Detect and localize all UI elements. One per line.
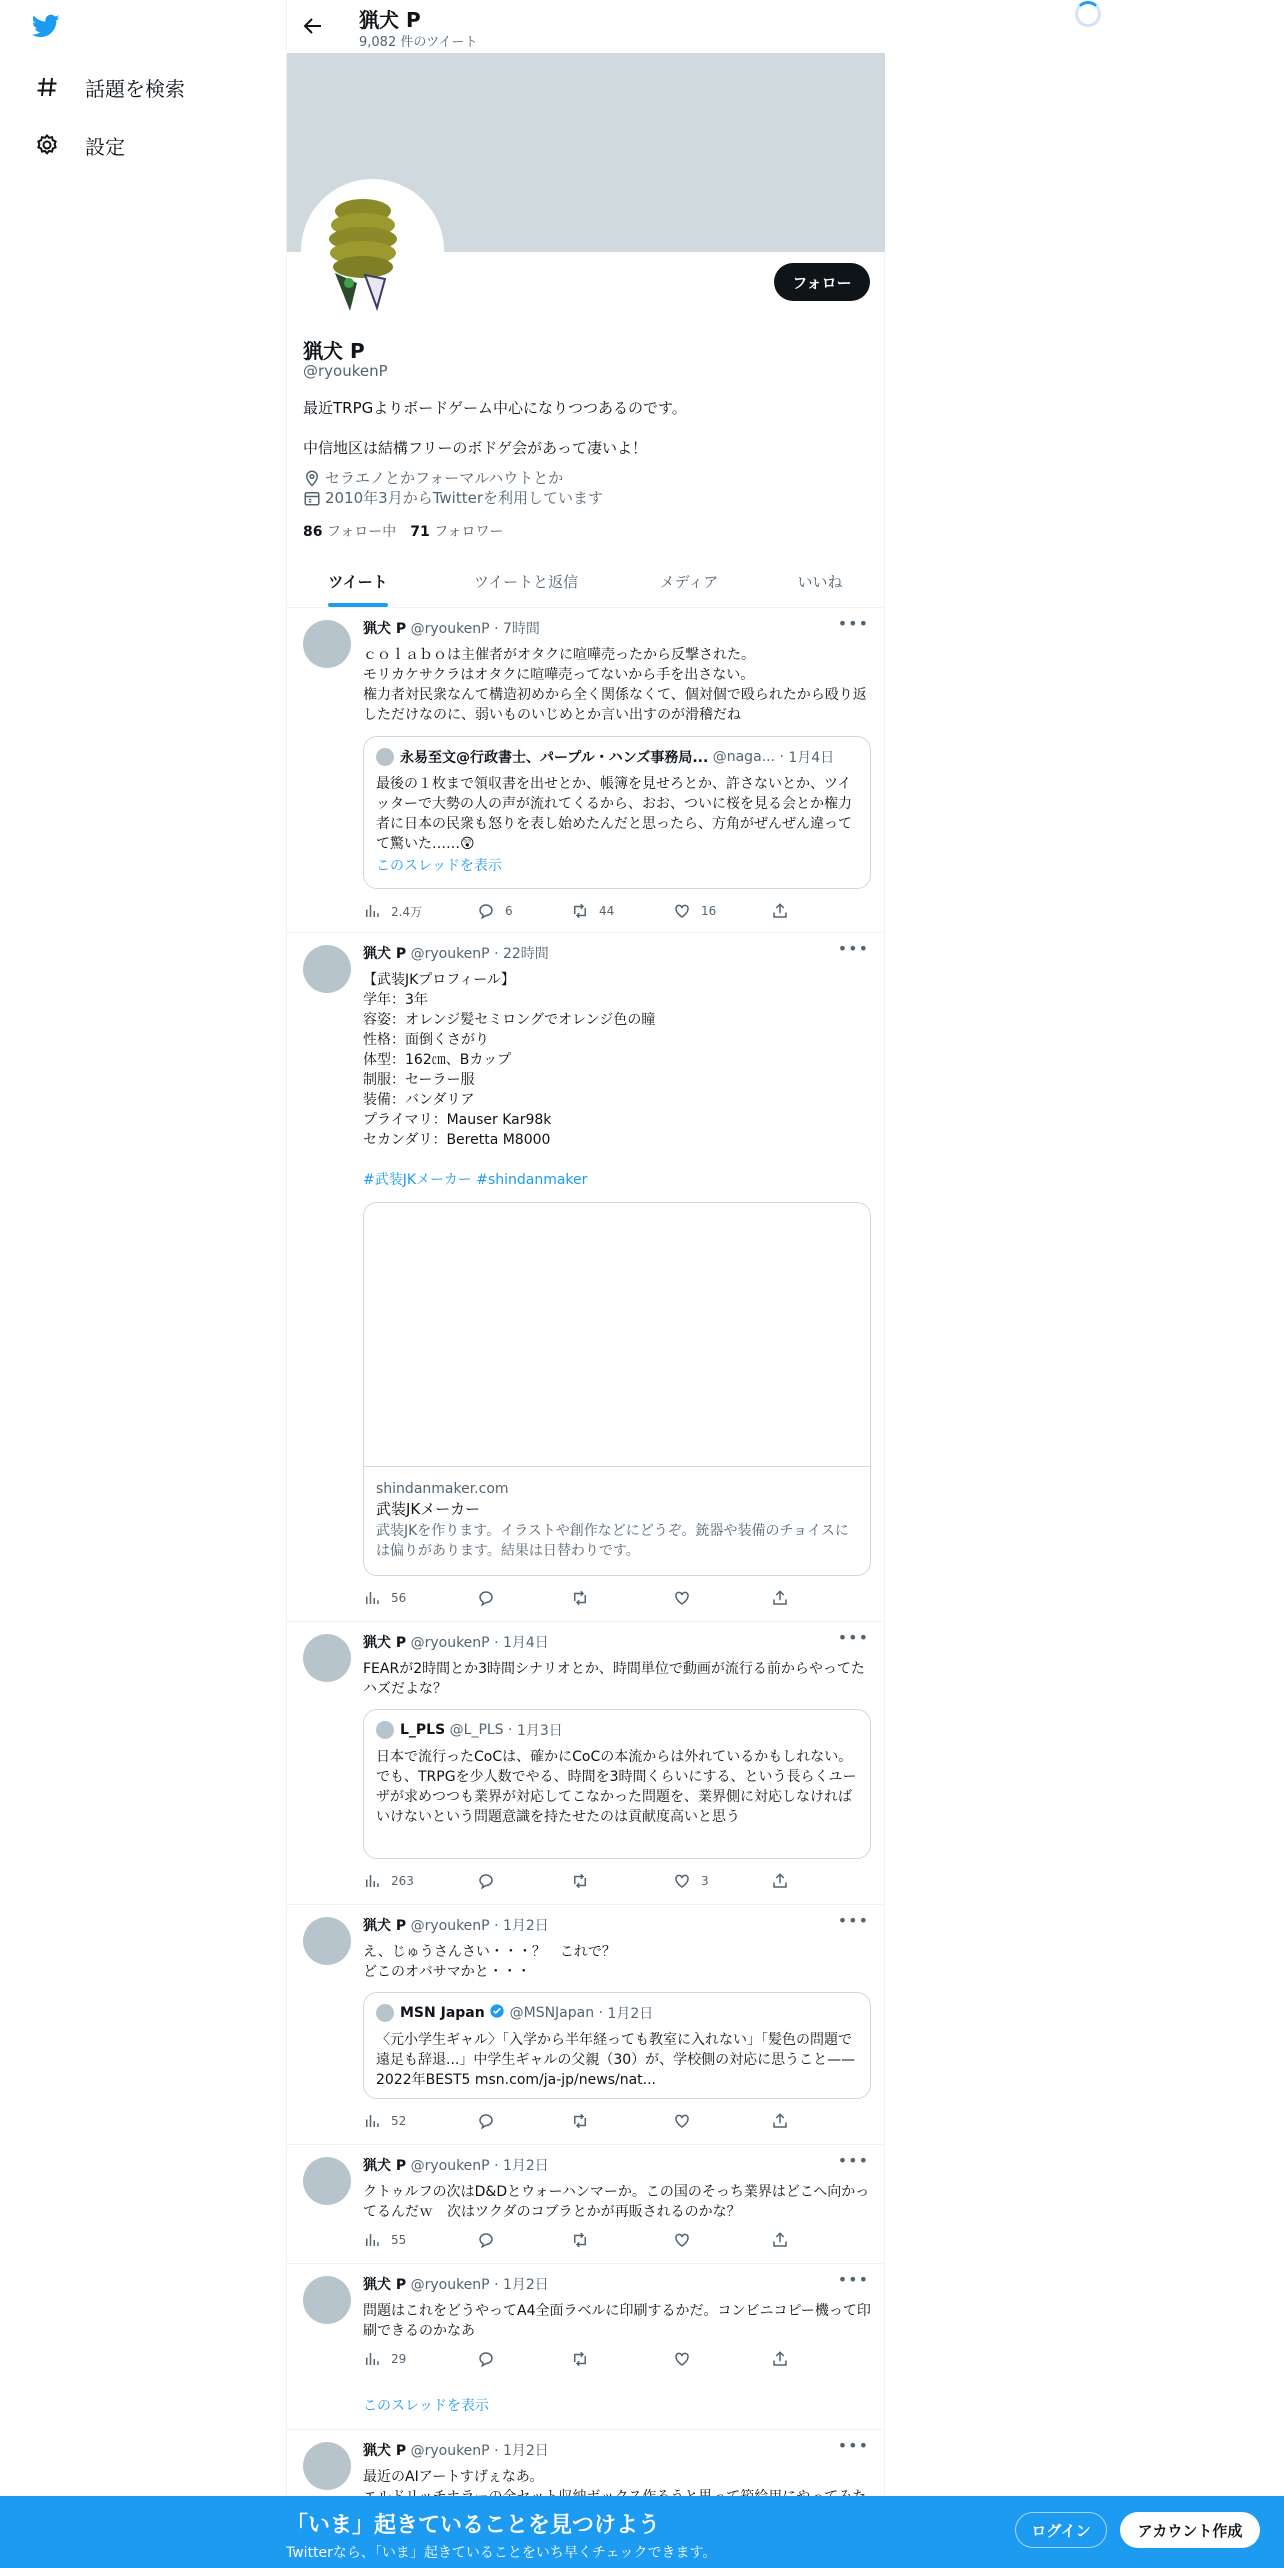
like-button[interactable] — [673, 2231, 701, 2249]
views-chart-icon — [363, 1872, 381, 1890]
location-text: セラエノとかフォーマルハウトとか — [325, 469, 564, 487]
reply-button[interactable] — [477, 2112, 505, 2130]
like-button[interactable] — [673, 2350, 701, 2368]
tweet-text: 最近のAIアートすげぇなあ。 — [363, 2469, 544, 2485]
more-options-icon[interactable]: ••• — [837, 2436, 869, 2455]
tweet-header: 猟犬 P @ryoukenP · 22時間 — [363, 946, 549, 962]
show-thread-link[interactable]: このスレッドを表示 — [376, 858, 502, 874]
like-button[interactable] — [673, 1872, 709, 1890]
active-tab-indicator — [328, 603, 388, 607]
share-button[interactable] — [771, 1872, 799, 1890]
tweet-time[interactable]: 7時間 — [502, 621, 540, 637]
reply-count: 6 — [505, 904, 513, 918]
avatar[interactable] — [303, 2157, 351, 2205]
share-icon — [771, 2231, 789, 2249]
quoted-tweet[interactable] — [363, 1709, 871, 1859]
tweet[interactable] — [287, 608, 885, 933]
retweet-icon — [571, 2112, 589, 2130]
tab-tweets[interactable]: ツイート — [328, 573, 388, 591]
link-card-description: 武装JKを作ります。イラストや創作などにどうぞ。銃器や装備のチョイスには偏りがあります。結果は日替わりです。 — [376, 1523, 849, 1559]
share-icon — [771, 1872, 789, 1890]
link-card-image — [364, 1203, 871, 1467]
tweet-time[interactable]: 1月2日 — [502, 1918, 549, 1934]
reply-bubble-icon — [477, 1872, 495, 1890]
nav-item-explore[interactable] — [33, 59, 185, 115]
tab-likes[interactable]: いいね — [797, 573, 843, 591]
heart-icon — [673, 1872, 691, 1890]
tweet-author-name[interactable]: 猟犬 P — [363, 2277, 407, 2293]
share-button[interactable] — [771, 2231, 799, 2249]
tweet-actions — [363, 2350, 803, 2370]
retweet-button[interactable] — [571, 2350, 599, 2368]
profile-bio-line: 中信地区は結構フリーのボドゲ会があって凄いよ！ — [303, 439, 647, 457]
avatar — [376, 748, 394, 766]
heart-icon — [673, 1589, 691, 1607]
tweet-header: 猟犬 P @ryoukenP · 1月2日 — [363, 1918, 549, 1934]
more-options-icon[interactable]: ••• — [837, 2270, 869, 2289]
views-count: 263 — [391, 1874, 414, 1888]
avatar — [376, 2004, 394, 2022]
tweet-actions — [363, 2231, 803, 2251]
tab-media[interactable]: メディア — [659, 573, 719, 591]
tweet-author-handle[interactable]: @ryoukenP — [410, 2158, 490, 2174]
left-navigation — [0, 0, 286, 2568]
share-button[interactable] — [771, 2350, 799, 2368]
profile-name: 猟犬 P — [303, 339, 365, 363]
avatar[interactable] — [303, 620, 351, 668]
profile-location — [303, 467, 563, 488]
views-chart-icon — [363, 2350, 381, 2368]
views-button[interactable] — [363, 2350, 406, 2368]
avatar-image — [305, 183, 440, 318]
retweet-button[interactable] — [571, 2112, 599, 2130]
retweet-button[interactable] — [571, 1872, 599, 1890]
profile-avatar[interactable] — [301, 179, 444, 322]
tweet-header: 猟犬 P @ryoukenP · 1月2日 — [363, 2277, 549, 2293]
heart-icon — [673, 2231, 691, 2249]
tweet-text: え、じゅうさんさい・・・？ これで？ どこのオバサマかと・・・ — [363, 1944, 616, 1980]
tweet-hashtags[interactable]: #武装JKメーカー #shindanmaker — [363, 1172, 588, 1188]
tweet-header: 猟犬 P @ryoukenP · 7時間 — [363, 621, 540, 637]
tweet-time[interactable]: 1月2日 — [502, 2443, 549, 2459]
reply-bubble-icon — [477, 902, 495, 920]
tweet-header: 猟犬 P @ryoukenP · 1月2日 — [363, 2443, 549, 2459]
share-icon — [771, 2112, 789, 2130]
tweet-actions — [363, 902, 803, 922]
signup-banner-title: 「いま」起きていることを見つけよう — [286, 2513, 661, 2538]
retweet-button[interactable] — [571, 1589, 599, 1607]
like-button[interactable] — [673, 1589, 701, 1607]
more-options-icon[interactable]: ••• — [837, 1628, 869, 1647]
tweet-time[interactable]: 1月4日 — [502, 1635, 549, 1651]
back-arrow-icon[interactable] — [301, 14, 325, 38]
more-options-icon[interactable]: ••• — [837, 939, 869, 958]
signup-button[interactable]: アカウント作成 — [1120, 2512, 1260, 2548]
quoted-time: 1月2日 — [607, 2006, 654, 2022]
retweet-button[interactable] — [571, 2231, 599, 2249]
followers-label: フォロワー — [434, 524, 504, 540]
views-count: 2.4万 — [391, 904, 423, 919]
tweet-text: 【武装JKプロフィール】 学年：3年 容姿：オレンジ髪セミロングでオレンジ色の瞳 性格：面倒くさがり 体型：162㎝、Bカップ 制服：セーラー服 装備：バンダリア プライマリ：Mauser Kar98k セカンダリ：Beretta M8000 — [363, 972, 656, 1148]
tweet-header: 猟犬 P @ryoukenP · 1月4日 — [363, 1635, 549, 1651]
avatar[interactable] — [303, 2276, 351, 2324]
top-header — [287, 0, 885, 53]
avatar[interactable] — [303, 2442, 351, 2490]
tweet-author-handle[interactable]: @ryoukenP — [410, 946, 490, 962]
views-button[interactable] — [363, 1589, 406, 1607]
login-button[interactable]: ログイン — [1015, 2512, 1107, 2548]
more-options-icon[interactable]: ••• — [837, 2151, 869, 2170]
like-button[interactable] — [673, 2112, 701, 2130]
views-count: 52 — [391, 2114, 407, 2128]
followers-link[interactable] — [410, 524, 503, 540]
tweet-actions — [363, 1589, 803, 1609]
tweet-author-handle[interactable]: @ryoukenP — [410, 1918, 490, 1934]
heart-icon — [673, 2112, 691, 2130]
reply-button[interactable] — [477, 902, 513, 920]
follow-button[interactable]: フォロー — [774, 263, 870, 301]
tweet-text: ｃｏｌａｂｏは主催者がオタクに喧嘩売ったから反撃された。 モリカケサクラはオタクに喧嘩売ってないから手を出さない。 権力者対民衆なんて構造初めから全く関係なくて、個対個で殴られたから殴り返しただけなのに、弱いものいじめとか言い出すのが滑稽だね — [363, 647, 867, 723]
gear-icon — [33, 131, 61, 159]
avatar[interactable] — [303, 1917, 351, 1965]
quoted-author-handle: @L_PLS — [449, 1722, 504, 1738]
avatar — [376, 1721, 394, 1739]
tweet-text: クトゥルフの次はD&Dとウォーハンマーか。この国のそっち業界はどこへ向かってるんだｗ 次はツクダのコブラとかが再販されるのかな？ — [363, 2184, 870, 2220]
share-button[interactable] — [771, 1589, 799, 1607]
tweet[interactable] — [287, 2145, 885, 2264]
profile-handle: @ryoukenP — [303, 362, 388, 380]
tweet-actions — [363, 1872, 803, 1892]
share-icon — [771, 2350, 789, 2368]
header-tweet-count: 9,082 件のツイート — [359, 35, 478, 50]
retweet-button[interactable] — [571, 902, 614, 920]
tweet-author-name[interactable]: 猟犬 P — [363, 2443, 407, 2459]
retweet-icon — [571, 1589, 589, 1607]
tweet-time[interactable]: 1月2日 — [502, 2158, 549, 2174]
heart-icon — [673, 2350, 691, 2368]
retweet-icon — [571, 2350, 589, 2368]
calendar-icon — [303, 489, 321, 507]
views-count: 55 — [391, 2233, 407, 2247]
profile-tabs — [287, 555, 885, 608]
tweet-time[interactable]: 22時間 — [502, 946, 549, 962]
loading-spinner-icon — [1075, 1, 1101, 27]
link-card-title: 武装JKメーカー — [376, 1500, 480, 1518]
views-chart-icon — [363, 902, 381, 920]
retweet-icon — [571, 2231, 589, 2249]
link-card[interactable] — [363, 1202, 871, 1576]
retweet-count: 44 — [599, 904, 615, 918]
tweet-author-name[interactable]: 猟犬 P — [363, 621, 407, 637]
nav-item-settings[interactable] — [33, 117, 125, 173]
reply-button[interactable] — [477, 2350, 505, 2368]
tweet[interactable] — [287, 933, 885, 1622]
like-count: 3 — [701, 1874, 709, 1888]
reply-bubble-icon — [477, 2112, 495, 2130]
views-count: 56 — [391, 1591, 407, 1605]
avatar[interactable] — [303, 945, 351, 993]
followers-count: 71 — [410, 524, 430, 540]
views-chart-icon — [363, 1589, 381, 1607]
tweet[interactable] — [287, 1905, 885, 2145]
profile-join-date — [303, 487, 603, 508]
reply-bubble-icon — [477, 1589, 495, 1607]
share-icon — [771, 902, 789, 920]
profile-column — [286, 0, 885, 2568]
quoted-tweet-text: 日本で流行ったCoCは、確かにCoCの本流からは外れているかもしれない。でも、TRPGを少人数でやる、時間を3時間くらいにする、という長らくユーザが求めつつも業界が対応してこなかった問題を、業界側に対応しなければいけないという問題意識を持たせたのは貢献度高いと思う — [376, 1749, 857, 1825]
signup-banner — [0, 2496, 1284, 2568]
tweet-text: 問題はこれをどうやってA4全面ラベルに印刷するかだ。コンビニコピー機って印刷できるのかなあ — [363, 2303, 871, 2339]
tweet-author-handle[interactable]: @ryoukenP — [410, 1635, 490, 1651]
reply-bubble-icon — [477, 2350, 495, 2368]
tweet[interactable] — [287, 1622, 885, 1905]
views-chart-icon — [363, 2231, 381, 2249]
heart-icon — [673, 902, 691, 920]
join-date-text: 2010年3月からTwitterを利用しています — [325, 489, 603, 507]
views-button[interactable] — [363, 2231, 406, 2249]
quoted-author-name: 永易至文@行政書士、パープル・ハンズ事務局... — [400, 750, 709, 766]
tweet-time[interactable]: 1月2日 — [502, 2277, 549, 2293]
tweet[interactable] — [287, 2264, 885, 2430]
tweet-actions — [363, 2112, 803, 2132]
reply-button[interactable] — [477, 1872, 505, 1890]
quoted-tweet[interactable] — [363, 736, 871, 889]
share-button[interactable] — [771, 902, 799, 920]
reply-bubble-icon — [477, 2231, 495, 2249]
quoted-author-name: MSN Japan — [400, 2005, 485, 2021]
views-button[interactable] — [363, 2112, 406, 2130]
views-button[interactable] — [363, 1872, 414, 1890]
profile-follow-stats — [303, 521, 504, 541]
quoted-time: 1月4日 — [788, 750, 835, 766]
tweet-author-name[interactable]: 猟犬 P — [363, 1918, 407, 1934]
nav-item-label: 設定 — [85, 134, 125, 159]
like-button[interactable] — [673, 902, 716, 920]
quoted-author-handle: @MSNJapan — [509, 2005, 595, 2021]
quoted-tweet-header: L_PLS @L_PLS · 1月3日 — [376, 1720, 860, 1740]
quoted-tweet-header: 永易至文@行政書士、パープル・ハンズ事務局... @naga... · 1月4日 — [376, 747, 860, 767]
reply-button[interactable] — [477, 2231, 505, 2249]
tweet-author-handle[interactable]: @ryoukenP — [410, 2277, 490, 2293]
following-label: フォロー中 — [326, 524, 397, 540]
tweet-header: 猟犬 P @ryoukenP · 1月2日 — [363, 2158, 549, 2174]
nav-item-label: 話題を検索 — [85, 76, 185, 101]
tweet-author-name[interactable]: 猟犬 P — [363, 1635, 407, 1651]
views-count: 29 — [391, 2352, 407, 2366]
quoted-tweet[interactable] — [363, 1992, 871, 2099]
more-options-icon[interactable]: ••• — [837, 614, 869, 633]
views-button[interactable] — [363, 902, 422, 920]
link-card-domain: shindanmaker.com — [376, 1481, 509, 1497]
share-button[interactable] — [771, 2112, 799, 2130]
tweet-author-name[interactable]: 猟犬 P — [363, 946, 407, 962]
retweet-icon — [571, 902, 589, 920]
verified-badge-icon — [489, 2003, 505, 2023]
following-count: 86 — [303, 524, 323, 540]
header-name: 猟犬 P — [359, 8, 421, 32]
show-thread-link[interactable]: このスレッドを表示 — [363, 2398, 489, 2414]
like-count: 16 — [701, 904, 717, 918]
quoted-tweet-header: MSN Japan @MSNJapan · 1月2日 — [376, 2003, 860, 2023]
tweet-author-name[interactable]: 猟犬 P — [363, 2158, 407, 2174]
quoted-tweet-text: 最後の１枚まで領収書を出せとか、帳簿を見せろとか、許さないとか、ツイッターで大勢の人の声が流れてくるから、おお、ついに桜を見る会とか権力者に日本の民衆も怒りを表し始めたんだと思ったら、方角がぜんぜん違ってて驚いた……😲 — [376, 776, 852, 852]
tweet-author-handle[interactable]: @ryoukenP — [410, 2443, 490, 2459]
hashtag-icon — [33, 73, 61, 101]
location-pin-icon — [303, 469, 321, 487]
quoted-author-handle: @naga... — [712, 749, 776, 765]
signup-banner-subtitle: Twitterなら、「いま」起きていることをいち早くチェックできます。 — [286, 2545, 717, 2561]
profile-bio-line: 最近TRPGよりボードゲーム中心になりつつあるのです。 — [303, 399, 687, 417]
retweet-icon — [571, 1872, 589, 1890]
share-icon — [771, 1589, 789, 1607]
quoted-time: 1月3日 — [516, 1723, 563, 1739]
avatar[interactable] — [303, 1634, 351, 1682]
following-link[interactable] — [303, 524, 396, 540]
reply-button[interactable] — [477, 1589, 505, 1607]
tab-tweets-and-replies[interactable]: ツイートと返信 — [473, 573, 579, 591]
more-options-icon[interactable]: ••• — [837, 1911, 869, 1930]
twitter-bird-icon[interactable] — [30, 12, 66, 44]
tweet-author-handle[interactable]: @ryoukenP — [410, 621, 490, 637]
views-chart-icon — [363, 2112, 381, 2130]
tweet-text: FEARが2時間とか3時間シナリオとか、時間単位で動画が流行る前からやってたハズだよな？ — [363, 1661, 865, 1697]
quoted-tweet-text: 〈元小学生ギャル〉「入学から半年経っても教室に入れない」「髪色の問題で遠足も辞退...」中学生ギャルの父親（30）が、学校側の対応に思うこと——2022年BEST5 msn.com/ja-jp/news/nat... — [376, 2032, 856, 2088]
quoted-author-name: L_PLS — [400, 1722, 446, 1738]
